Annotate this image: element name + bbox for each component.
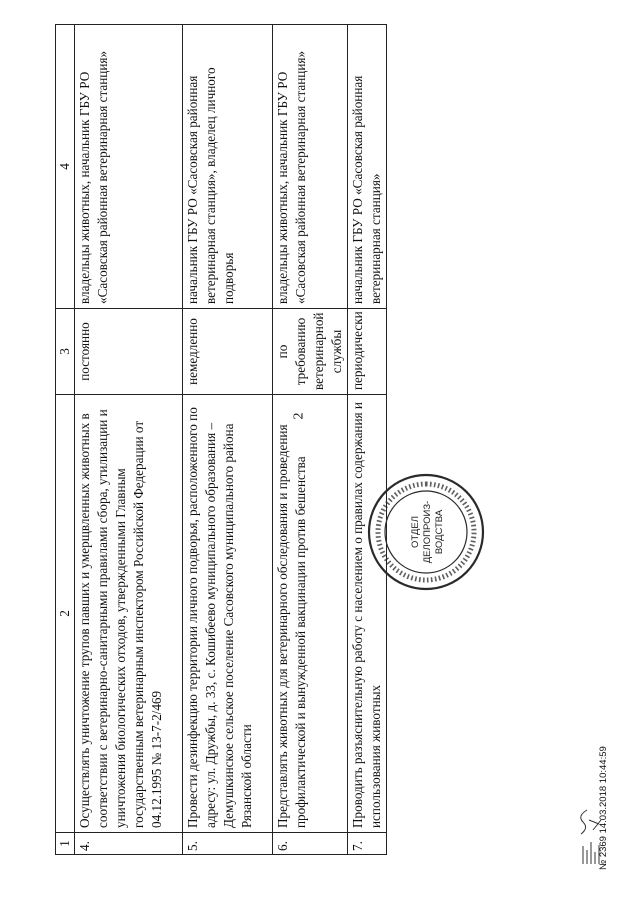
measures-table: [55, 24, 387, 855]
row-number: 5.: [183, 833, 273, 855]
row-measure: Проводить разъяснительную работу с населением о правилах содержания и использования животных: [348, 395, 387, 833]
row-measure: Осуществлять уничтожение трупов павших и умерщвленных животных в соответствии с ветеринарно-санитарными правилами сбора, утилизации и уничтожения биологических отходов, утвержденными Главным государственным ветеринарным инспектором Российской Федерации от 04.12.1995 № 13-7-2/469: [75, 395, 183, 833]
table-header-row: [56, 25, 75, 855]
stamp-line-2: ДЕЛОПРОИЗ-: [422, 500, 433, 564]
barcode-mark: [577, 790, 611, 870]
office-stamp: [366, 472, 486, 592]
page-number: 2: [291, 412, 307, 420]
header-col-3: 3: [56, 309, 75, 395]
row-term: немедленно: [183, 309, 273, 395]
row-measure: Представлять животных для ветеринарного обследования и проведения профилактической и вынужденной вакцинации против бешенства: [273, 395, 348, 833]
row-term: постоянно: [75, 309, 183, 395]
row-responsible: начальник ГБУ РО «Сасовская районная ветеринарная станция»: [348, 25, 387, 309]
table-row: [183, 25, 273, 855]
row-measure: Провести дезинфекцию территории личного подворья, расположенного по адресу: ул. Дружбы, д. 33, с. Кошибеево муниципального образования – Демушкинское сельское поселение Сасовского муниципального района Рязанской области: [183, 395, 273, 833]
table-row: [348, 25, 387, 855]
row-number: 4.: [75, 833, 183, 855]
row-number: 7.: [348, 833, 387, 855]
rotated-table-container: [55, 25, 383, 855]
table-row: [75, 25, 183, 855]
registration-number: № 2369 14.03.2018 10:44:59: [598, 746, 609, 870]
row-number: 6.: [273, 833, 348, 855]
stamp-line-1: ОТДЕЛ: [410, 516, 421, 548]
row-responsible: владельцы животных, начальник ГБУ РО «Сасовская районная ветеринарная станция»: [75, 25, 183, 309]
header-col-1: 1: [56, 833, 75, 855]
row-responsible: начальник ГБУ РО «Сасовская районная ветеринарная станция», владелец личного подворья: [183, 25, 273, 309]
row-responsible: владельцы животных, начальник ГБУ РО «Сасовская районная ветеринарная станция»: [273, 25, 348, 309]
table-row: [273, 25, 348, 855]
header-col-2: 2: [56, 395, 75, 833]
row-term: периодически: [348, 309, 387, 395]
row-term: по требованию ветеринарной службы: [273, 309, 348, 395]
stamp-line-3: ВОДСТВА: [434, 509, 445, 555]
header-col-4: 4: [56, 25, 75, 309]
